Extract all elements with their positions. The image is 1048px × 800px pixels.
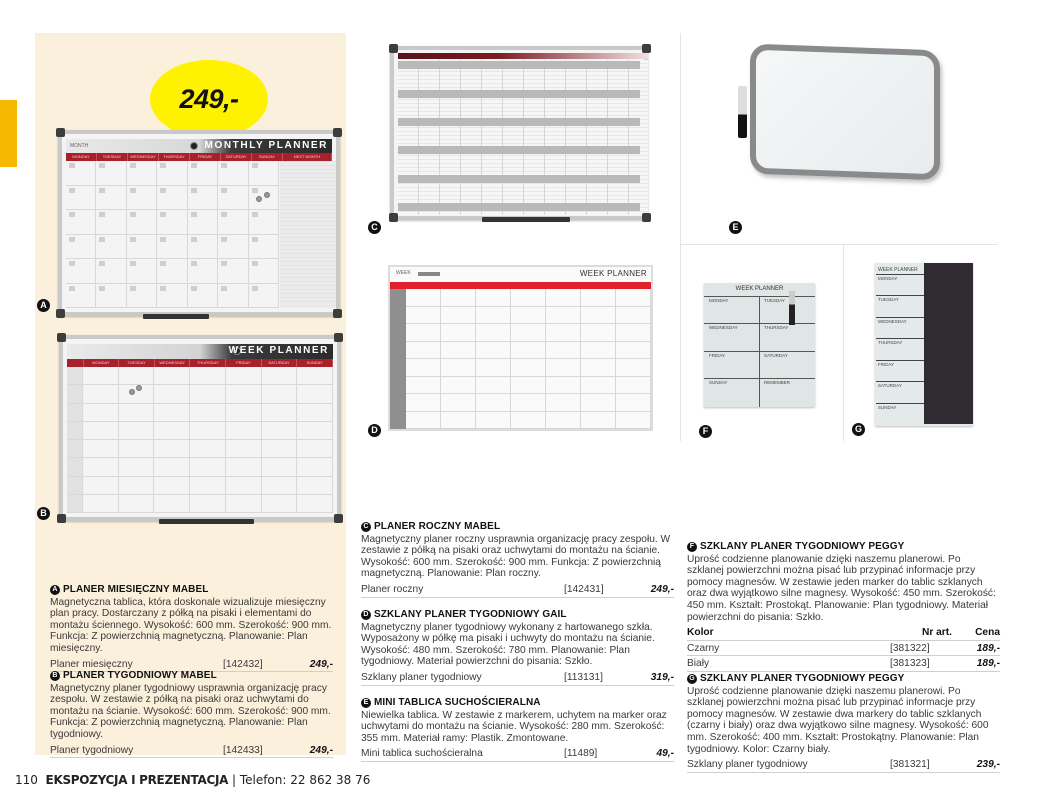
variant-name: Szklany planer tygodniowy <box>361 671 482 683</box>
day-header-row <box>66 153 332 161</box>
image-badge-g: G <box>852 423 865 436</box>
grid-line <box>876 338 924 339</box>
product-description: Niewielka tablica. W zestawie z markerem, uchytem na marker oraz uchwytami do montażu na ścianie. Wysokość: 280 mm. Szerokość: 355 mm. Materiał ramy: Plastik. Zmontowane. <box>361 709 667 744</box>
frame-corner <box>389 44 398 53</box>
planner-header <box>390 267 651 281</box>
cell-label: MONDAY <box>709 298 729 303</box>
product-title <box>361 521 674 533</box>
price-table-header <box>687 625 1000 641</box>
page-number: 110 <box>15 773 38 787</box>
mini-whiteboard-image <box>750 44 940 181</box>
day-label: WEDNESDAY <box>878 319 907 324</box>
marker-icon <box>738 86 747 138</box>
variant-name: Biały <box>687 658 710 670</box>
week-label: WEEK <box>396 270 411 276</box>
cell-label: FRIDAY <box>709 353 726 358</box>
day-label-blank <box>67 359 84 367</box>
price: 249,- <box>309 658 333 670</box>
grid-line <box>704 323 815 324</box>
article-number: [381321] <box>890 759 930 771</box>
price: 189,- <box>976 642 1000 654</box>
price: 249,- <box>650 583 674 595</box>
month-label: MONTH <box>70 143 89 149</box>
day-label: SUNDAY <box>297 359 333 367</box>
grid-line <box>876 295 924 296</box>
glass-planner-peggy-square-image <box>704 283 815 407</box>
planner-title: WEEK PLANNER <box>228 345 329 356</box>
product-g <box>687 673 1000 773</box>
grid-line <box>876 403 924 404</box>
product-title <box>50 670 333 682</box>
grid-line <box>876 360 924 361</box>
calendar-grid <box>66 161 279 308</box>
product-d <box>361 609 674 686</box>
day-label: TUESDAY <box>97 153 128 161</box>
product-title-text: SZKLANY PLANER TYGODNIOWY PEGGY <box>700 541 905 552</box>
glass-planner-peggy-tall-image <box>875 263 973 426</box>
variant-name: Szklany planer tygodniowy <box>687 759 808 771</box>
year-grid-band <box>398 175 640 183</box>
frame-corner <box>333 309 342 318</box>
image-badge-b: B <box>37 507 50 520</box>
badge-icon: D <box>361 610 371 620</box>
section-title: EKSPOZYCJA I PREZENTACJA <box>45 773 229 787</box>
frame-corner <box>642 213 651 222</box>
planner-header <box>398 53 648 59</box>
product-c <box>361 521 674 598</box>
product-title <box>687 673 1000 685</box>
frame-corner <box>333 128 342 137</box>
article-number: [142432] <box>223 658 263 670</box>
product-title-text: MINI TABLICA SUCHOŚCIERALNA <box>374 697 541 708</box>
magnet-icon <box>129 389 135 395</box>
product-title <box>361 609 674 621</box>
divider <box>843 245 844 441</box>
grid-line <box>704 351 815 352</box>
image-badge-a: A <box>37 299 50 312</box>
image-badge-e: E <box>729 221 742 234</box>
product-description: Uprość codzienne planowanie dzięki naszemu planerowi. Po szklanej powierzchni można pisać lub przypinać informacje przy pomocy magnesów. W zestawie jeden marker do tablic szklanych oraz dwa wyjątkowo silne magnesy. Wysokość: 450 mm. Szerokość: 450 mm. Kształt: Prostokąt. Planowanie: Plan tygodniowy. Materiał powierzchni do pisania: Szkło. <box>687 553 996 623</box>
product-title-text: SZKLANY PLANER TYGODNIOWY GAIL <box>374 609 567 620</box>
grid-line <box>876 381 924 382</box>
cell-label: TUESDAY <box>764 298 785 303</box>
column-header-price: Cena <box>975 627 1000 639</box>
day-label: WEDNESDAY <box>128 153 159 161</box>
planner-header <box>66 139 332 153</box>
day-label: SATURDAY <box>262 359 298 367</box>
price: 49,- <box>656 748 674 760</box>
product-description: Uprość codzienne planowanie dzięki naszemu planerowi. Po szklanej powierzchni można pisać lub przypinać informacje przy pomocy magnesów. W zestawie dwa markery do tablic szklanych (czarny i biały) oraz dwa wyjątkowo silne magnesy. Wysokość: 600 mm. Szerokość: 400 mm. Kształt: Prostokątny. Planowanie: Plan tygodniowy. Kolor: Czarny biały. <box>687 685 989 755</box>
magnet-icon <box>264 192 270 198</box>
year-grid <box>398 60 648 215</box>
planner-title: WEEK PLANNER <box>579 269 647 278</box>
next-month-column <box>280 161 336 308</box>
price: 239,- <box>976 759 1000 771</box>
product-b <box>50 670 333 758</box>
marker-icon <box>789 291 795 325</box>
product-a <box>50 584 333 672</box>
product-description: Magnetyczny planer roczny usprawnia organizację pracy zespołu. W zestawie z półką na pisaki oraz uchwytami do montażu na ścianie. Wysokość: 600 mm. Szerokość: 900 mm. Funkcja: Z powierzchnią magnetyczną. Planowanie: Plan roczny. <box>361 533 671 580</box>
frame-corner <box>389 213 398 222</box>
price: 249,- <box>309 744 333 756</box>
cell-label: THURSDAY <box>764 325 789 330</box>
column-header-article: Nr art. <box>921 627 952 639</box>
glass-week-planner-gail-image <box>388 265 653 431</box>
dark-panel <box>924 263 973 424</box>
cell-label: SATURDAY <box>764 353 788 358</box>
planner-title: MONTHLY PLANNER <box>204 140 328 151</box>
frame-corner <box>56 128 65 137</box>
day-label: THURSDAY <box>159 153 190 161</box>
pen-tray <box>482 217 570 222</box>
grid-line <box>876 274 924 275</box>
day-label: FRIDAY <box>226 359 262 367</box>
year-grid-band <box>398 146 640 154</box>
day-label: MONDAY <box>84 359 120 367</box>
divider <box>680 33 681 441</box>
week-grid <box>406 289 651 429</box>
phone-number: Telefon: 22 862 38 76 <box>239 773 371 787</box>
price: 319,- <box>650 671 674 683</box>
page-footer <box>15 773 370 787</box>
year-grid-band <box>398 61 640 69</box>
year-grid-band <box>398 203 640 211</box>
badge-icon: E <box>361 698 371 708</box>
day-header-row <box>67 359 333 367</box>
day-label: SATURDAY <box>221 153 252 161</box>
variant-name: Mini tablica suchościeralna <box>361 748 483 760</box>
day-label: TUESDAY <box>878 297 899 302</box>
image-badge-c: C <box>368 221 381 234</box>
week-planner-image <box>59 335 341 521</box>
product-description: Magnetyczny planer tygodniowy wykonany z hartowanego szkła. Wyposażony w półkę ma pisaki i uchwyty do montażu na ścianie. Wysokość: 480 mm. Szerokość: 780 mm. Planowanie: Plan tygodniowy. Materiał powierzchni do pisania: Szkło. <box>361 621 655 668</box>
price-row <box>361 746 674 762</box>
week-field <box>418 272 440 276</box>
week-grid <box>67 367 333 513</box>
product-description: Magnetyczny planer tygodniowy usprawnia organizację pracy zespołu. W zestawie z półką na pisaki oraz uchwytami do montażu na ścianie. Wysokość: 600 mm. Szerokość: 900 mm. Funkcja: Z powierzchnią magnetyczną. Planowanie: Plan tygodniowy. <box>50 682 331 740</box>
divider <box>680 244 998 245</box>
day-label: FRIDAY <box>878 362 895 367</box>
price-row <box>687 757 1000 773</box>
price-bubble <box>150 60 268 138</box>
day-label: MONDAY <box>878 276 898 281</box>
brand-logo-icon <box>190 142 198 150</box>
day-label: TUESDAY <box>119 359 155 367</box>
badge-icon: F <box>687 542 697 552</box>
product-title-text: PLANER ROCZNY MABEL <box>374 521 501 532</box>
product-title <box>361 697 674 709</box>
planner-header <box>67 344 333 359</box>
price-row <box>687 641 1000 657</box>
image-badge-d: D <box>368 424 381 437</box>
article-number: [381322] <box>890 642 930 654</box>
day-label: FRIDAY <box>190 153 221 161</box>
section-tab-marker <box>0 100 17 167</box>
planner-title: WEEK PLANNER <box>878 267 918 273</box>
product-title-text: PLANER MIESIĘCZNY MABEL <box>63 584 209 595</box>
article-number: [381323] <box>890 658 930 670</box>
variant-name: Czarny <box>687 642 720 654</box>
frame-corner <box>642 44 651 53</box>
price-row <box>687 656 1000 672</box>
price-row <box>361 582 674 598</box>
frame-corner <box>57 514 66 523</box>
pen-tray <box>159 519 254 524</box>
grid-line <box>704 378 815 379</box>
badge-icon: G <box>687 674 697 684</box>
year-grid-band <box>398 118 640 126</box>
badge-icon: B <box>50 671 60 681</box>
monthly-planner-image <box>58 130 340 316</box>
day-header-row <box>390 282 651 289</box>
day-label: SUNDAY <box>878 405 897 410</box>
badge-icon: A <box>50 585 60 595</box>
price-row <box>361 670 674 686</box>
product-f <box>687 541 1000 672</box>
frame-corner <box>57 333 66 342</box>
day-label: SUNDAY <box>252 153 283 161</box>
frame-corner <box>334 333 343 342</box>
planner-title: WEEK PLANNER <box>735 286 784 292</box>
article-number: [11489] <box>564 748 598 760</box>
year-grid-band <box>398 90 640 98</box>
product-title-text: SZKLANY PLANER TYGODNIOWY PEGGY <box>700 673 905 684</box>
price-bubble-value: 249,- <box>179 83 239 114</box>
day-label: THURSDAY <box>190 359 226 367</box>
article-number: [142433] <box>223 744 263 756</box>
variant-name: Planer tygodniowy <box>50 744 134 756</box>
product-title-text: PLANER TYGODNIOWY MABEL <box>63 670 217 681</box>
column-header-color: Kolor <box>687 627 714 639</box>
cell-label: SUNDAY <box>709 380 728 385</box>
article-number: [142431] <box>564 583 604 595</box>
magnet-icon <box>256 196 262 202</box>
cell-label: WEDNESDAY <box>709 325 738 330</box>
pen-tray <box>143 314 209 319</box>
day-label: MONDAY <box>66 153 97 161</box>
cell-label: REMEMBER <box>764 380 791 385</box>
price: 189,- <box>976 658 1000 670</box>
grid-line <box>876 317 924 318</box>
article-number: [113131] <box>564 671 603 683</box>
badge-icon: C <box>361 522 371 532</box>
separator: | <box>231 773 236 787</box>
product-title <box>50 584 333 596</box>
image-badge-f: F <box>699 425 712 438</box>
product-title <box>687 541 1000 553</box>
frame-corner <box>56 309 65 318</box>
magnet-icon <box>136 385 142 391</box>
product-description: Magnetyczna tablica, która doskonale wizualizuje miesięczny plan pracy. Dostarczany z półką na pisaki i elementami do montażu ściennego. Wysokość: 600 mm. Szerokość: 900 mm. Funkcja: Z powierzchnią magnetyczną. Planowanie: Plan miesięczny. <box>50 596 332 654</box>
day-label: NEXT MONTH <box>283 153 332 161</box>
frame-corner <box>334 514 343 523</box>
product-e <box>361 697 674 762</box>
year-planner-image <box>390 46 648 220</box>
day-label: WEDNESDAY <box>155 359 191 367</box>
row-label-column <box>390 289 406 429</box>
price-row <box>50 743 333 759</box>
variant-name: Planer roczny <box>361 583 424 595</box>
variant-name: Planer miesięczny <box>50 658 133 670</box>
day-label: THURSDAY <box>878 340 903 345</box>
day-label: SATURDAY <box>878 383 902 388</box>
